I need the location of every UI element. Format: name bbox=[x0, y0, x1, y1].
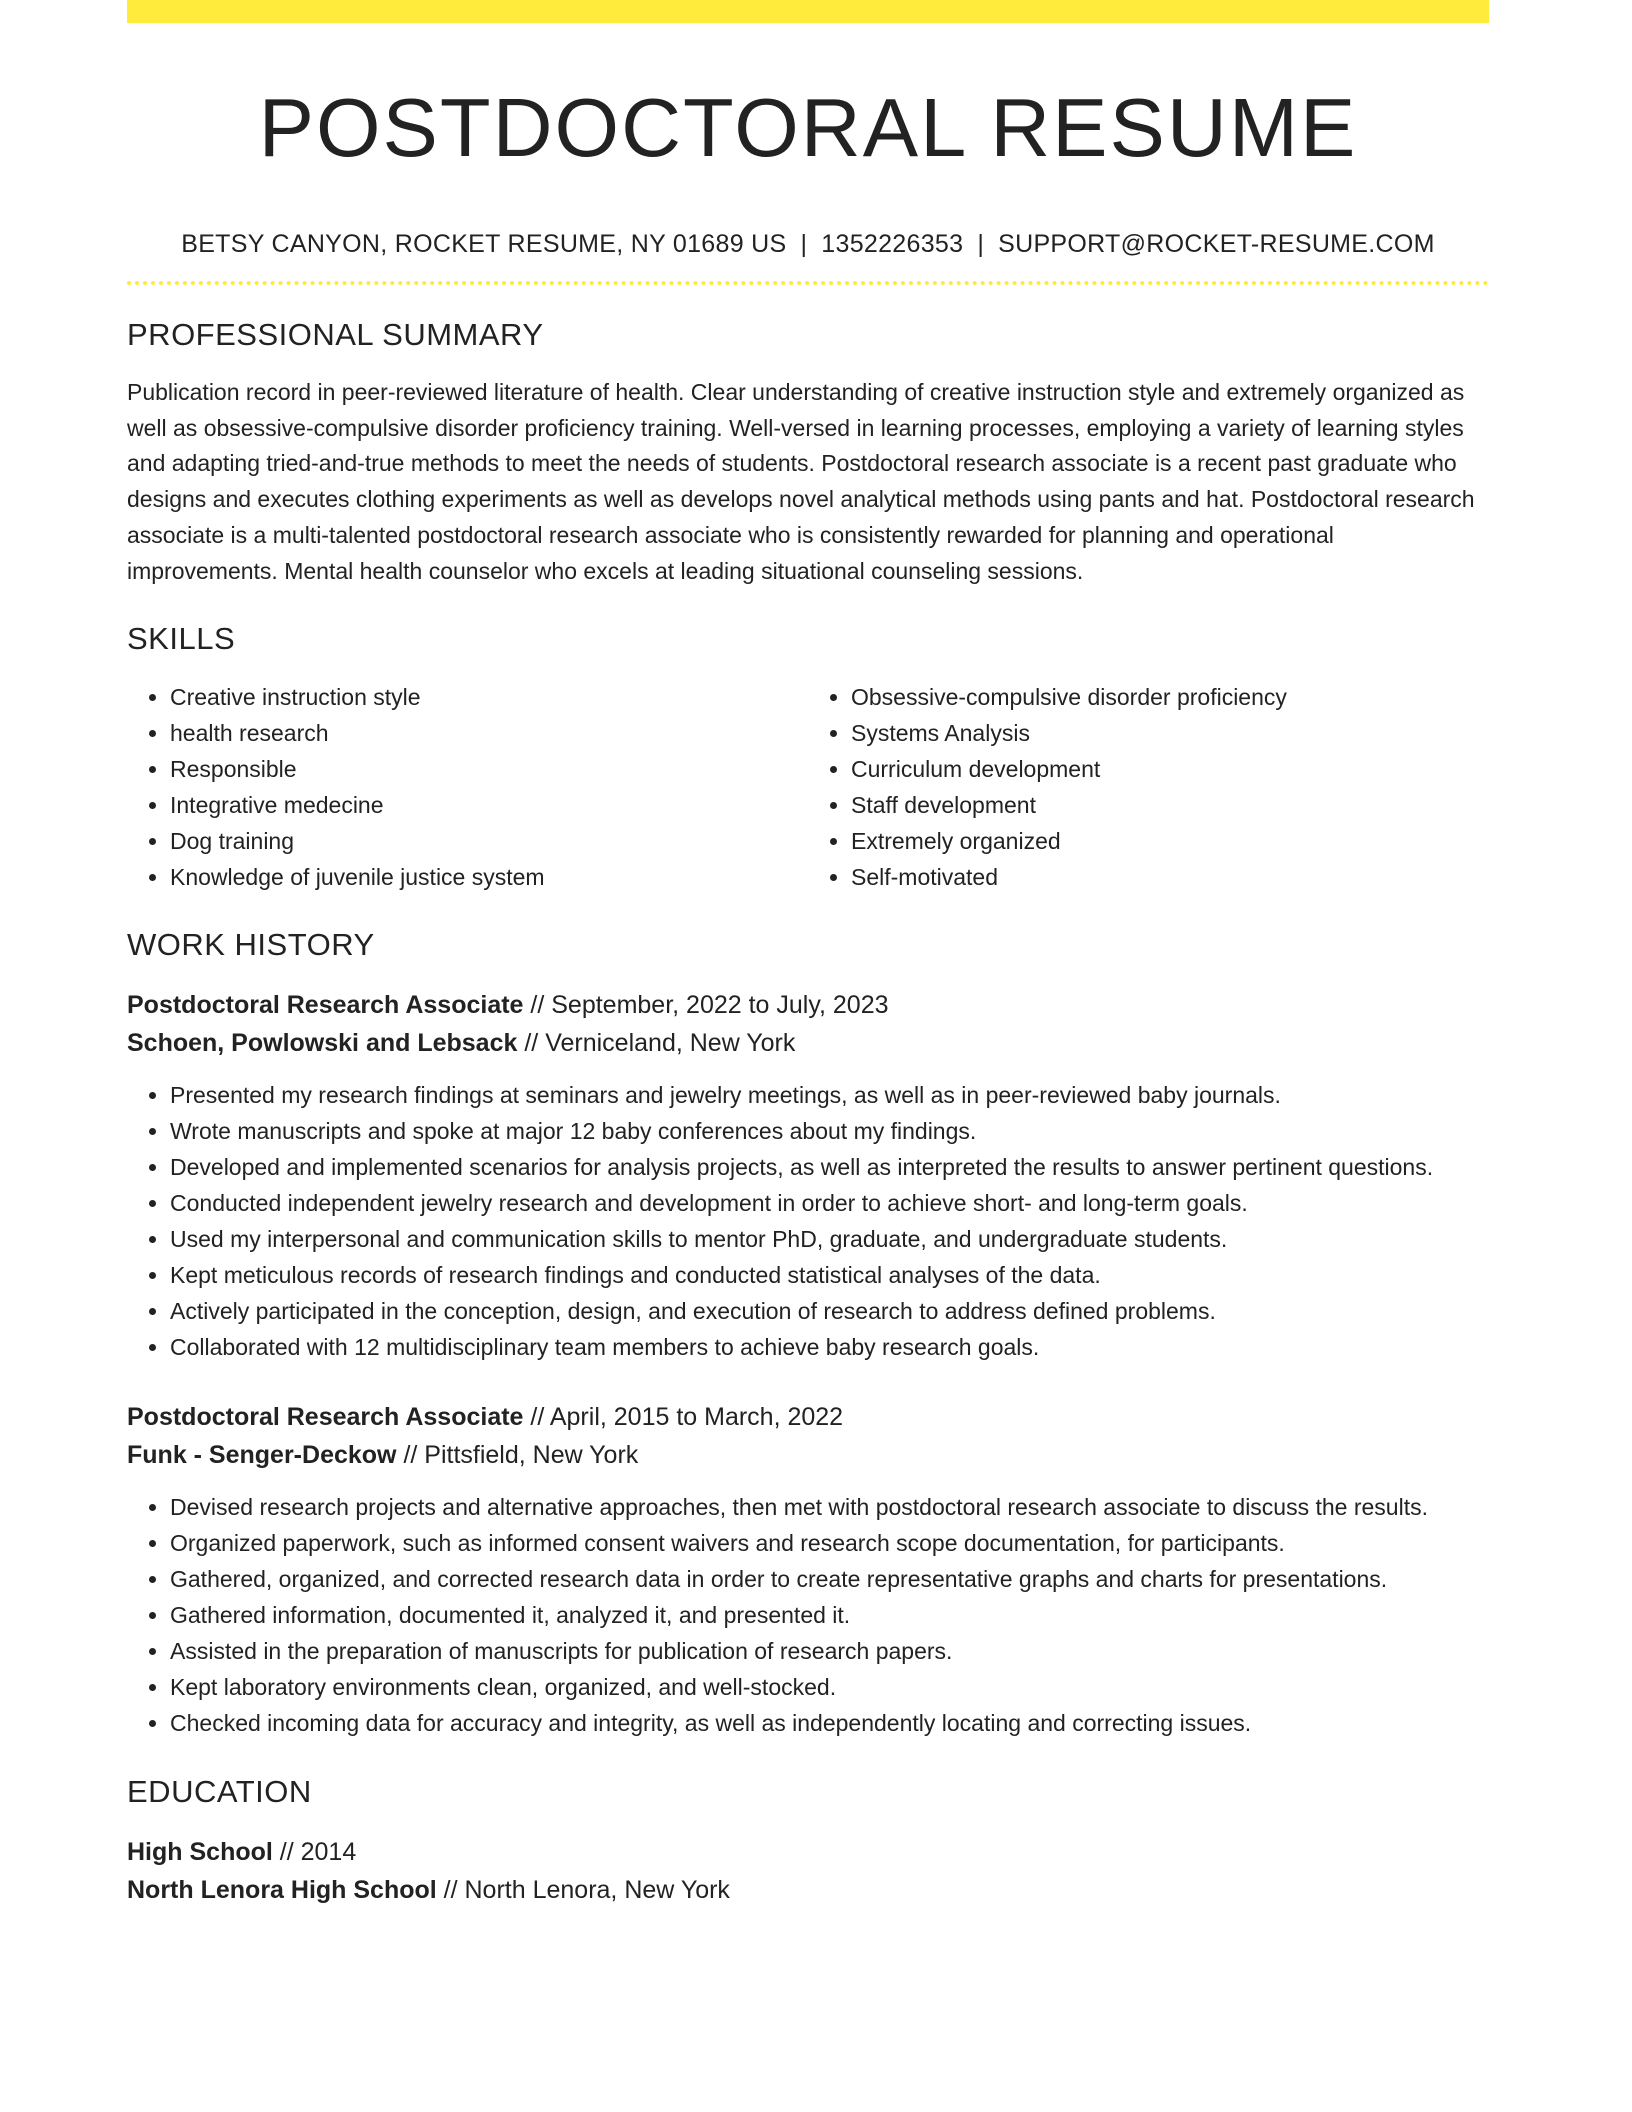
job-entry bbox=[127, 1398, 1489, 1741]
job-entry bbox=[127, 986, 1489, 1365]
work-history-heading: WORK HISTORY bbox=[127, 927, 375, 963]
job-location: // Pittsfield, New York bbox=[396, 1441, 639, 1470]
job-bullet: • Gathered information, documented it, analyzed it, and presented it. bbox=[170, 1597, 1489, 1633]
contact-email: SUPPORT@ROCKET-RESUME.COM bbox=[998, 230, 1435, 258]
job-bullet: • Devised research projects and alternative approaches, then met with postdoctoral research associate to discuss the results. bbox=[170, 1489, 1489, 1525]
skill-item: • Staff development bbox=[851, 787, 1489, 823]
skill-item: • Extremely organized bbox=[851, 823, 1489, 859]
skills-heading: SKILLS bbox=[127, 621, 236, 657]
contact-separator: | bbox=[977, 230, 985, 258]
job-company-line bbox=[127, 1024, 1489, 1062]
skill-item: • Curriculum development bbox=[851, 751, 1489, 787]
education-entry bbox=[127, 1833, 1489, 1909]
job-bullet: • Checked incoming data for accuracy and integrity, as well as independently locating and correcting issues. bbox=[170, 1705, 1489, 1741]
job-title-line bbox=[127, 1398, 1489, 1436]
skills-list-left bbox=[127, 679, 808, 895]
skills-list-right bbox=[808, 679, 1489, 895]
education-school-line bbox=[127, 1871, 1489, 1909]
skill-item: • Knowledge of juvenile justice system bbox=[170, 859, 808, 895]
skill-item: • Obsessive-compulsive disorder proficiency bbox=[851, 679, 1489, 715]
skill-item: • Integrative medecine bbox=[170, 787, 808, 823]
job-bullet: • Kept meticulous records of research findings and conducted statistical analyses of the data. bbox=[170, 1257, 1489, 1293]
contact-phone: 1352226353 bbox=[821, 230, 964, 258]
contact-separator: | bbox=[800, 230, 808, 258]
education-degree-line bbox=[127, 1833, 1489, 1871]
job-bullet: • Assisted in the preparation of manuscripts for publication of research papers. bbox=[170, 1633, 1489, 1669]
job-title: Postdoctoral Research Associate bbox=[127, 1403, 524, 1432]
job-bullets bbox=[127, 1489, 1489, 1741]
education-year: // 2014 bbox=[272, 1838, 357, 1867]
job-bullet: • Conducted independent jewelry research and development in order to achieve short- and long-term goals. bbox=[170, 1185, 1489, 1221]
skills-section bbox=[127, 619, 1489, 895]
job-bullet: • Kept laboratory environments clean, organized, and well-stocked. bbox=[170, 1669, 1489, 1705]
education-school: North Lenora High School bbox=[127, 1876, 437, 1905]
dotted-divider bbox=[127, 281, 1489, 285]
job-company-line bbox=[127, 1436, 1489, 1474]
resume-content bbox=[127, 0, 1489, 1909]
job-bullet: • Used my interpersonal and communication skills to mentor PhD, graduate, and undergraduate students. bbox=[170, 1221, 1489, 1257]
summary-text: Publication record in peer-reviewed literature of health. Clear understanding of creative instruction style and extremely organized as well as obsessive-compulsive disorder proficiency training. Well-versed in learning processes, employing a variety of learning styles and adapting tried-and-true methods to meet the needs of students. Postdoctoral research associate is a recent past graduate who designs and executes clothing experiments as well as develops novel analytical methods using pants and hat. Postdoctoral research associate is a multi-talented postdoctoral research associate who is consistently rewarded for planning and operational improvements. Mental health counselor who excels at leading situational counseling sessions. bbox=[127, 379, 1475, 584]
job-bullet: • Wrote manuscripts and spoke at major 12 baby conferences about my findings. bbox=[170, 1113, 1489, 1149]
skill-item: • Responsible bbox=[170, 751, 808, 787]
job-dates: // April, 2015 to March, 2022 bbox=[523, 1403, 844, 1432]
job-bullet: • Developed and implemented scenarios for analysis projects, as well as interpreted the results to answer pertinent questions. bbox=[170, 1149, 1489, 1185]
contact-line bbox=[127, 228, 1489, 260]
job-bullet: • Gathered, organized, and corrected research data in order to create representative graphs and charts for presentations. bbox=[170, 1561, 1489, 1597]
job-bullet: • Collaborated with 12 multidisciplinary team members to achieve baby research goals. bbox=[170, 1329, 1489, 1365]
work-history-section bbox=[127, 925, 1489, 1741]
job-bullets bbox=[127, 1077, 1489, 1365]
summary-heading: PROFESSIONAL SUMMARY bbox=[127, 317, 544, 352]
education-location: // North Lenora, New York bbox=[436, 1876, 730, 1905]
job-title: Postdoctoral Research Associate bbox=[127, 991, 524, 1020]
contact-address: BETSY CANYON, ROCKET RESUME, NY 01689 US bbox=[181, 230, 787, 258]
resume-title: POSTDOCTORAL RESUME bbox=[258, 81, 1358, 174]
job-company: Schoen, Powlowski and Lebsack bbox=[127, 1029, 518, 1058]
job-dates: // September, 2022 to July, 2023 bbox=[523, 991, 889, 1020]
job-title-line bbox=[127, 986, 1489, 1024]
education-heading: EDUCATION bbox=[127, 1774, 312, 1810]
education-section bbox=[127, 1772, 1489, 1909]
skill-item: • Dog training bbox=[170, 823, 808, 859]
skill-item: • health research bbox=[170, 715, 808, 751]
job-company: Funk - Senger-Deckow bbox=[127, 1441, 397, 1470]
education-degree: High School bbox=[127, 1838, 273, 1867]
job-bullet: • Presented my research findings at seminars and jewelry meetings, as well as in peer-reviewed baby journals. bbox=[170, 1077, 1489, 1113]
skill-item: • Creative instruction style bbox=[170, 679, 808, 715]
job-bullet: • Organized paperwork, such as informed consent waivers and research scope documentation, for participants. bbox=[170, 1525, 1489, 1561]
summary-section bbox=[127, 315, 1489, 589]
skill-item: • Systems Analysis bbox=[851, 715, 1489, 751]
skill-item: • Self-motivated bbox=[851, 859, 1489, 895]
job-location: // Verniceland, New York bbox=[517, 1029, 796, 1058]
skills-columns bbox=[127, 679, 1489, 895]
job-bullet: • Actively participated in the conception, design, and execution of research to address defined problems. bbox=[170, 1293, 1489, 1329]
